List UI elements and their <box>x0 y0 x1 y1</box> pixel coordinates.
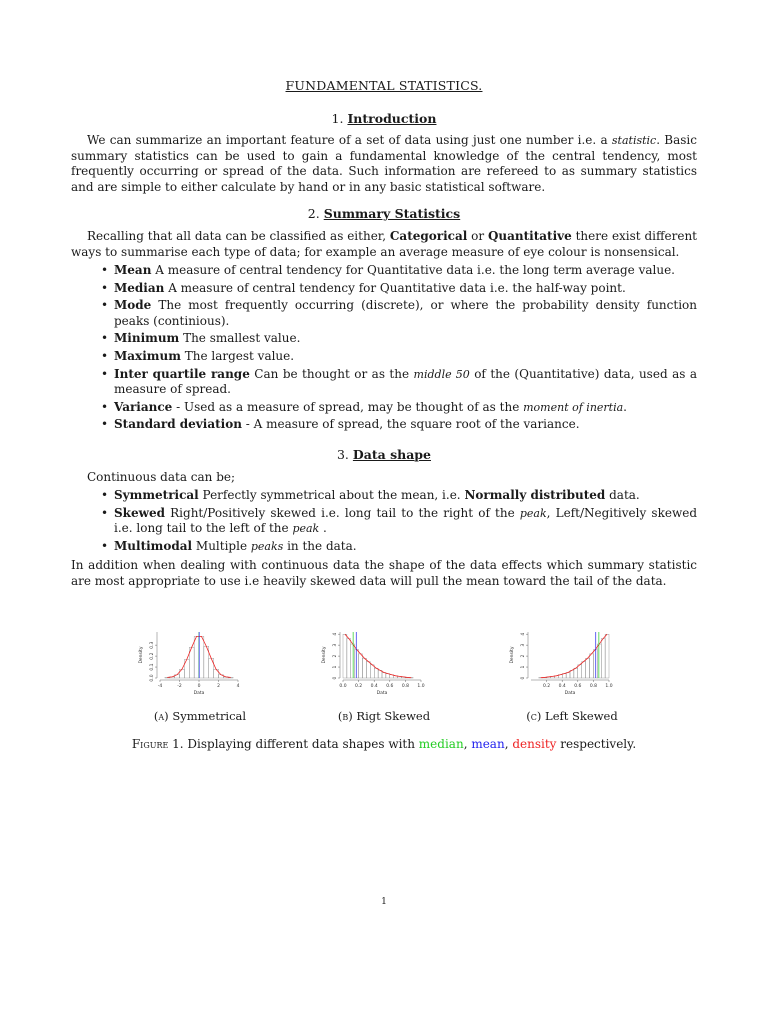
x-tick-label: 1.0 <box>417 684 425 689</box>
caption-median-word: median <box>418 737 464 751</box>
list-text: data. <box>605 488 640 502</box>
histogram-bar <box>566 673 570 678</box>
histogram-bar <box>590 654 594 678</box>
document-title: FUNDAMENTAL STATISTICS. <box>285 78 483 93</box>
list-item <box>71 400 697 416</box>
list-emphasis: peak <box>292 522 320 536</box>
histogram-bar <box>366 662 370 678</box>
list-text: - Used as a measure of spread, may be thought of as the <box>172 399 524 414</box>
term-quantitative: Quantitative <box>487 229 572 243</box>
summary-text: Recalling that all data can be classified as either, <box>87 229 390 243</box>
x-tick-label: 0.8 <box>401 684 409 689</box>
intro-emphasis: statistic <box>611 134 657 147</box>
subcaption-c <box>492 709 652 723</box>
list-emphasis: peak <box>519 506 547 520</box>
y-tick-label: 2 <box>333 654 338 658</box>
list-text: - A measure of spread, the square root of the variance. <box>241 417 580 432</box>
list-item <box>71 488 697 504</box>
list-item <box>71 263 697 279</box>
section-title: Data shape <box>352 447 431 462</box>
summary-statistics-list <box>71 263 697 435</box>
histogram-chart <box>509 628 619 700</box>
y-tick-label: 4 <box>521 632 526 636</box>
y-axis-label: Density <box>139 646 144 664</box>
bullet-icon: • <box>101 417 109 432</box>
list-item <box>71 506 697 537</box>
x-tick-label: -4 <box>157 684 163 689</box>
summary-text: or <box>467 229 488 243</box>
list-term: Median <box>114 280 165 295</box>
list-term: Maximum <box>114 348 181 363</box>
y-tick-label: 0 <box>521 676 526 680</box>
list-strong: Normally distributed <box>464 488 606 502</box>
list-item <box>71 417 697 433</box>
list-emphasis: peaks <box>250 539 284 553</box>
histogram-bar <box>601 639 605 678</box>
histogram-bar <box>359 654 363 678</box>
caption-text: respectively. <box>556 737 637 751</box>
list-text: Multiple <box>192 538 251 553</box>
list-text: . <box>319 521 327 536</box>
list-term: Minimum <box>114 331 180 346</box>
list-text: The most frequently occurring (discrete), or where the probability density function peaks (continious). <box>114 298 697 328</box>
y-tick-label: 3 <box>521 643 526 647</box>
bullet-icon: • <box>101 488 109 502</box>
list-text: A measure of central tendency for Quantitative data i.e. the half-way point. <box>164 280 626 295</box>
list-item <box>71 298 697 329</box>
figure-label: Figure 1. <box>131 737 184 751</box>
section-heading-data-shape <box>0 447 768 462</box>
shape-closing-paragraph: In addition when dealing with continuous data the shape of the data effects which summary statistic are most appropriate to use i.e heavily skewed data will pull the mean toward the tail of the data. <box>71 558 697 588</box>
bullet-icon: • <box>101 298 109 313</box>
x-tick-label: 0.2 <box>355 684 363 689</box>
x-tick-label: 0.4 <box>370 684 378 689</box>
list-emphasis: middle 50 <box>413 367 470 381</box>
list-text: The smallest value. <box>179 331 301 346</box>
figure-panel-symmetrical <box>138 628 248 700</box>
subcaption-tag: (a) <box>153 709 169 723</box>
bullet-icon: • <box>101 399 109 414</box>
summary-paragraph <box>71 229 697 260</box>
y-tick-label: 0.2 <box>150 652 155 660</box>
y-tick-label: 1 <box>333 665 338 669</box>
intro-text: . Basic summary statistics can be used to gain a fundamental knowledge of the central tendency, most frequently occurring or spread of the data. Such information are refereed to as summary statistics and are simple to either calculate by hand or in any basic statistical software. <box>71 133 697 194</box>
term-categorical: Categorical <box>389 229 468 243</box>
page-number: 1 <box>381 897 387 907</box>
histogram-bar <box>374 668 378 678</box>
list-term: Mean <box>114 263 152 277</box>
histogram-bar <box>370 665 374 678</box>
bullet-icon: • <box>101 331 109 346</box>
list-text: of the (Quantitative) data, used as a measure of spread. <box>114 366 698 397</box>
bullet-icon: • <box>101 263 109 277</box>
list-term: Mode <box>114 298 152 313</box>
list-text: Perfectly symmetrical about the mean, i.e. <box>198 488 465 502</box>
histogram-bar <box>593 650 597 678</box>
x-axis-label: Data <box>376 691 388 696</box>
list-item <box>71 349 697 365</box>
y-tick-label: 4 <box>333 632 338 636</box>
subcaption-b <box>304 709 464 723</box>
list-term: Inter quartile range <box>114 366 250 381</box>
caption-density-word: density <box>512 737 557 751</box>
x-tick-label: 0.2 <box>543 684 551 689</box>
intro-paragraph <box>71 133 697 195</box>
bullet-icon: • <box>101 280 109 295</box>
x-tick-label: 0.6 <box>574 684 582 689</box>
histogram-bar <box>351 644 355 678</box>
section-number: 3. <box>336 447 349 462</box>
x-tick-label: 0.0 <box>339 684 347 689</box>
subcaption-label: Symmetrical <box>168 709 247 723</box>
histogram-bar <box>343 634 347 678</box>
histogram-chart <box>138 628 248 700</box>
x-tick-label: -2 <box>177 684 182 689</box>
list-text: , Left/Negitively skewed i.e. long tail to the left of the <box>114 505 697 536</box>
x-tick-label: 0 <box>197 684 201 689</box>
histogram-bar <box>363 658 367 678</box>
list-term: Standard deviation <box>114 417 242 432</box>
section-title: Summary Statistics <box>323 206 461 221</box>
y-tick-label: 0 <box>333 676 338 680</box>
subcaption-tag: (b) <box>337 709 353 723</box>
list-text: Right/Positively skewed i.e. long tail to the right of the <box>164 505 520 520</box>
histogram-bar <box>578 665 582 678</box>
y-tick-label: 0.3 <box>150 641 155 649</box>
x-tick-label: 0.6 <box>386 684 394 689</box>
histogram-bar <box>194 636 199 678</box>
histogram-bar <box>597 644 601 678</box>
histogram-bar <box>180 669 185 678</box>
bullet-icon: • <box>101 505 109 520</box>
list-term: Multimodal <box>114 538 193 553</box>
x-tick-label: 4 <box>236 684 240 689</box>
y-axis-label: Density <box>322 646 327 664</box>
list-text: The largest value. <box>180 348 295 363</box>
section-title: Introduction <box>347 111 437 126</box>
subcaption-label: Left Skewed <box>541 709 618 723</box>
list-item <box>71 331 697 347</box>
list-text: A measure of central tendency for Quantitative data i.e. the long term average value. <box>151 263 675 277</box>
caption-text: , <box>504 737 513 751</box>
bullet-icon: • <box>101 366 109 381</box>
list-text: . <box>623 399 627 414</box>
list-term: Variance <box>114 399 173 414</box>
histogram-bar <box>214 669 219 678</box>
list-emphasis: moment of inertia <box>523 400 624 414</box>
bullet-icon: • <box>101 538 109 553</box>
y-tick-label: 0.0 <box>150 674 155 682</box>
subcaption-label: Rigt Skewed <box>352 709 431 723</box>
subcaption-tag: (c) <box>526 709 542 723</box>
caption-mean-word: mean <box>471 737 505 751</box>
list-item <box>71 281 697 297</box>
list-text: Can be thought or as the <box>249 366 414 381</box>
section-heading-introduction <box>0 111 768 126</box>
figure-panel-left-skewed <box>509 628 619 700</box>
x-tick-label: 0.4 <box>558 684 566 689</box>
histogram-bar <box>586 658 590 678</box>
figure-caption <box>0 737 768 751</box>
x-axis-label: Data <box>564 691 576 696</box>
y-axis-label: Density <box>510 646 515 664</box>
section-number: 2. <box>307 206 320 221</box>
histogram-bar <box>582 662 586 678</box>
list-item <box>71 539 697 555</box>
x-tick-label: 2 <box>217 684 220 689</box>
y-tick-label: 3 <box>333 643 338 647</box>
x-tick-label: 0.8 <box>589 684 597 689</box>
histogram-bar <box>355 650 359 678</box>
x-axis-label: Data <box>193 691 205 696</box>
figure-panel-right-skewed <box>321 628 431 700</box>
list-term: Symmetrical <box>114 488 199 502</box>
summary-text: there exist different ways to summarise each type of data; for example an average measure of eye colour is nonsensical. <box>71 229 698 259</box>
list-text: in the data. <box>283 538 357 553</box>
caption-text: Displaying different data shapes with <box>183 737 419 751</box>
section-heading-summary-statistics <box>0 206 768 221</box>
list-term: Skewed <box>114 505 165 520</box>
x-tick-label: 1.0 <box>605 684 613 689</box>
histogram-bar <box>574 668 578 678</box>
shape-intro: Continuous data can be; <box>87 470 236 484</box>
histogram-bar <box>347 639 351 678</box>
histogram-bar <box>382 673 386 678</box>
histogram-bar <box>199 636 204 678</box>
histogram-chart <box>321 628 431 700</box>
list-item <box>71 367 697 398</box>
bullet-icon: • <box>101 348 109 363</box>
caption-text: , <box>463 737 472 751</box>
section-number: 1. <box>331 111 344 126</box>
data-shape-list <box>71 488 697 556</box>
intro-text: We can summarize an important feature of a set of data using just one number i.e. a <box>87 133 612 147</box>
subcaption-a <box>120 709 280 723</box>
y-tick-label: 1 <box>521 665 526 669</box>
y-tick-label: 0.1 <box>150 663 155 671</box>
histogram-bar <box>605 634 609 678</box>
y-tick-label: 2 <box>521 654 526 658</box>
